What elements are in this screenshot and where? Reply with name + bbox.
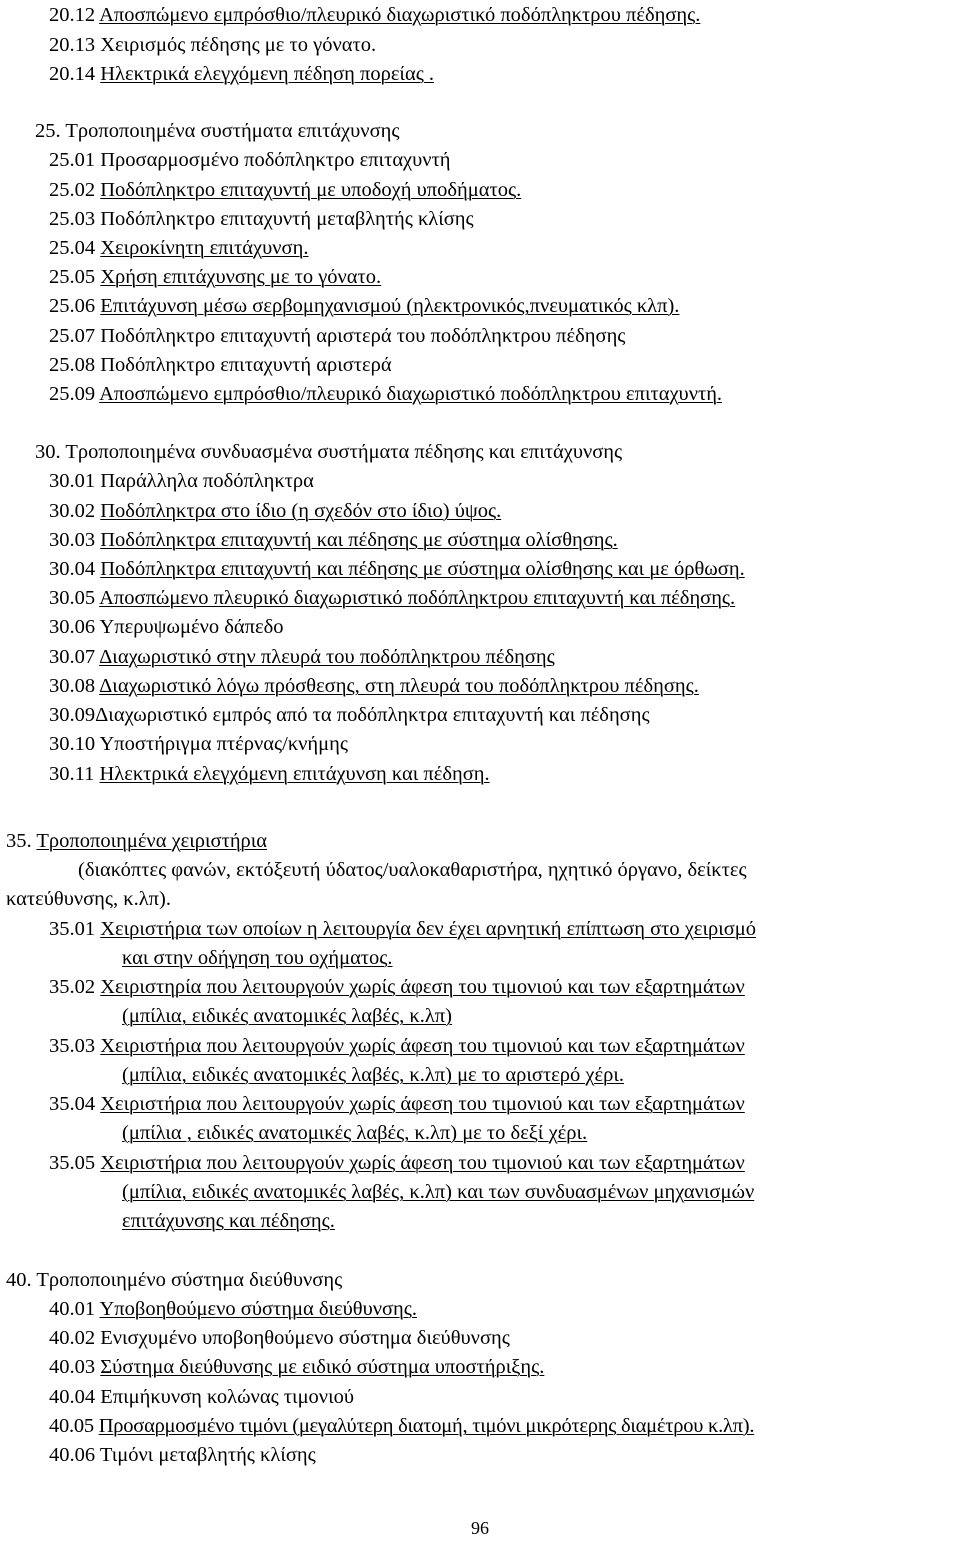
item-text: Χειριστηρία που λειτουργούν χωρίς άφεση του τιμονιού και των εξαρτημάτων <box>100 976 745 998</box>
item-number: 35.05 <box>49 1152 96 1174</box>
item-number: 30.07 <box>49 646 96 668</box>
item-text: (μπίλια, ειδικές ανατομικές λαβές, κ.λπ) <box>122 1005 452 1027</box>
item-text: και στην οδήγηση του οχήματος. <box>122 947 393 969</box>
list-item <box>49 762 490 786</box>
item-text: Ποδόπληκτρα επιταχυντή και πέδησης με σύστημα ολίσθησης. <box>100 529 618 551</box>
section-heading: 40. Τροποποιημένο σύστημα διεύθυνσης <box>6 1269 343 1291</box>
list-item-continued <box>122 1209 335 1233</box>
item-number: 40.04 <box>49 1386 96 1408</box>
list-item <box>49 469 314 493</box>
section-note-continued: κατεύθυνσης, κ.λπ). <box>6 888 171 910</box>
item-text: Ποδόπληκτρο επιταχυντή με υποδοχή υποδήματος. <box>100 179 522 201</box>
item-number: 35.03 <box>49 1035 96 1057</box>
list-item <box>49 178 521 202</box>
item-text: Επιμήκυνση κολώνας τιμονιού <box>100 1386 354 1408</box>
item-text: Διαχωριστικό λόγω πρόσθεσης, στη πλευρά του ποδόπληκτρου πέδησης. <box>99 675 699 697</box>
item-number: 30.11 <box>49 763 95 785</box>
list-item <box>49 1092 745 1116</box>
item-number: 40.01 <box>49 1298 96 1320</box>
list-item <box>49 33 376 57</box>
item-number: 20.12 <box>49 4 96 26</box>
item-text: Προσαρμοσμένο ποδόπληκτρο επιταχυντή <box>100 149 451 171</box>
item-text: Ενισχυμένο υποβοηθούμενο σύστημα διεύθυνσης <box>100 1327 510 1349</box>
list-item-continued <box>122 1004 452 1028</box>
list-item <box>49 586 735 610</box>
item-text: Χειριστήρια των οποίων η λειτουργία δεν έχει αρνητική επίπτωση στο χειρισμό <box>100 918 757 940</box>
item-text: Χρήση επιτάχυνσης με το γόνατο. <box>100 266 382 288</box>
item-text: Προσαρμοσμένο τιμόνι (μεγαλύτερη διατομή, τιμόνι μικρότερης διαμέτρου κ.λπ). <box>98 1415 755 1437</box>
list-item <box>49 236 308 260</box>
item-number: 40.03 <box>49 1356 96 1378</box>
page-number: 96 <box>471 1518 489 1538</box>
item-text: Ποδόπληκτρα επιταχυντή και πέδησης με σύστημα ολίσθησης και με όρθωση. <box>100 558 745 580</box>
item-number: 30.06 <box>49 616 96 638</box>
item-text: Επιτάχυνση μέσω σερβομηχανισμού (ηλεκτρονικός,πνευματικός κλπ). <box>100 295 680 317</box>
item-number: 35.01 <box>49 918 96 940</box>
heading-number: 35. <box>6 830 32 852</box>
list-item <box>49 1151 745 1175</box>
list-item <box>49 703 650 727</box>
item-text: επιτάχυνσης και πέδησης. <box>122 1210 335 1232</box>
item-number: 30.03 <box>49 529 96 551</box>
item-text: Ποδόπληκτρο επιταχυντή αριστερά <box>100 354 392 376</box>
list-item <box>49 528 618 552</box>
item-number: 20.13 <box>49 34 96 56</box>
item-text: Αποσπώμενο εμπρόσθιο/πλευρικό διαχωριστικό ποδόπληκτρου επιταχυντή. <box>99 383 723 405</box>
item-number: 35.04 <box>49 1093 96 1115</box>
list-item <box>49 615 283 639</box>
section-note: (διακόπτες φανών, εκτόξευτή ύδατος/υαλοκαθαριστήρα, ηχητικό όργανο, δείκτες <box>78 859 747 881</box>
list-item <box>49 148 451 172</box>
list-item-continued <box>122 1180 754 1204</box>
item-number: 25.07 <box>49 325 96 347</box>
item-text: Αποσπώμενο πλευρικό διαχωριστικό ποδόπληκτρου επιταχυντή και πέδησης. <box>99 587 736 609</box>
item-text: Παράλληλα ποδόπληκτρα <box>100 470 314 492</box>
item-number: 40.06 <box>49 1444 96 1466</box>
item-text: Σύστημα διεύθυνσης με ειδικό σύστημα υποστήριξης. <box>100 1356 545 1378</box>
list-item <box>49 1297 417 1321</box>
item-text: Διαχωριστικό εμπρός από τα ποδόπληκτρα επιταχυντή και πέδησης <box>95 704 650 726</box>
item-text: Ηλεκτρικά ελεγχόμενη πέδηση πορείας . <box>100 63 435 85</box>
item-text: Ποδόπληκτρα στο ίδιο (η σχεδόν στο ίδιο) ύψος. <box>100 500 502 522</box>
item-number: 30.08 <box>49 675 96 697</box>
item-text: Ποδόπληκτρο επιταχυντή μεταβλητής κλίσης <box>100 208 474 230</box>
item-text: Χειριστήρια που λειτουργούν χωρίς άφεση του τιμονιού και των εξαρτημάτων <box>100 1093 745 1115</box>
list-item <box>49 1414 754 1438</box>
list-item-continued <box>122 1121 587 1145</box>
item-number: 30.04 <box>49 558 96 580</box>
item-number: 30.05 <box>49 587 96 609</box>
item-number: 25.03 <box>49 208 96 230</box>
item-number: 25.04 <box>49 237 96 259</box>
item-number: 35.02 <box>49 976 96 998</box>
item-text: (μπίλια , ειδικές ανατομικές λαβές, κ.λπ) με το δεξί χέρι. <box>122 1122 588 1144</box>
item-text: Υπερυψωμένο δάπεδο <box>99 616 284 638</box>
list-item <box>49 975 745 999</box>
item-number: 25.09 <box>49 383 96 405</box>
list-item <box>49 3 700 27</box>
list-item <box>49 207 474 231</box>
item-number: 30.10 <box>49 733 96 755</box>
item-text: Τιμόνι μεταβλητής κλίσης <box>99 1444 316 1466</box>
item-text: (μπίλια, ειδικές ανατομικές λαβές, κ.λπ) και των συνδυασμένων μηχανισμών <box>122 1181 755 1203</box>
list-item <box>49 732 348 756</box>
item-number: 25.02 <box>49 179 96 201</box>
list-item <box>49 265 381 289</box>
item-text: Χειριστήρια που λειτουργούν χωρίς άφεση του τιμονιού και των εξαρτημάτων <box>100 1152 745 1174</box>
item-number: 25.08 <box>49 354 96 376</box>
list-item <box>49 353 392 377</box>
item-text: Χειρισμός πέδησης με το γόνατο. <box>100 34 377 56</box>
list-item <box>49 382 722 406</box>
list-item <box>49 1385 354 1409</box>
item-number: 40.05 <box>49 1415 94 1437</box>
item-number: 40.02 <box>49 1327 96 1349</box>
item-number: 25.05 <box>49 266 96 288</box>
item-number: 30.01 <box>49 470 96 492</box>
heading-text: Τροποποιημένα χειριστήρια <box>36 830 268 852</box>
item-text: Χειριστήρια που λειτουργούν χωρίς άφεση του τιμονιού και των εξαρτημάτων <box>100 1035 745 1057</box>
item-number: 30.09 <box>49 704 96 726</box>
list-item <box>49 499 501 523</box>
list-item <box>49 1355 544 1379</box>
list-item-continued <box>122 946 393 970</box>
list-item <box>49 674 699 698</box>
item-text: Υποβοηθούμενο σύστημα διεύθυνσης. <box>99 1298 418 1320</box>
list-item <box>49 645 555 669</box>
item-text: Διαχωριστικό στην πλευρά του ποδόπληκτρου πέδησης <box>99 646 555 668</box>
item-text: Ηλεκτρικά ελεγχόμενη επιτάχυνση και πέδηση. <box>99 763 490 785</box>
list-item <box>49 294 679 318</box>
item-text: Αποσπώμενο εμπρόσθιο/πλευρικό διαχωριστικό ποδόπληκτρου πέδησης. <box>99 4 701 26</box>
list-item-continued <box>122 1063 624 1087</box>
item-number: 30.02 <box>49 500 96 522</box>
item-number: 25.06 <box>49 295 96 317</box>
list-item <box>49 1034 745 1058</box>
list-item <box>49 557 745 581</box>
section-heading: 25. Τροποποιημένα συστήματα επιτάχυνσης <box>35 120 400 142</box>
list-item <box>49 917 756 941</box>
item-number: 25.01 <box>49 149 96 171</box>
item-number: 20.14 <box>49 63 96 85</box>
item-text: (μπίλια, ειδικές ανατομικές λαβές, κ.λπ) με το αριστερό χέρι. <box>122 1064 624 1086</box>
section-heading: 30. Τροποποιημένα συνδυασμένα συστήματα πέδησης και επιτάχυνσης <box>35 441 623 463</box>
list-item <box>49 324 625 348</box>
list-item <box>49 62 434 86</box>
list-item <box>49 1443 316 1467</box>
item-text: Υποστήριγμα πτέρνας/κνήμης <box>99 733 348 755</box>
item-text: Χειροκίνητη επιτάχυνση. <box>100 237 309 259</box>
list-item <box>49 1326 510 1350</box>
section-heading <box>6 829 267 853</box>
item-text: Ποδόπληκτρο επιταχυντή αριστερά του ποδόπληκτρου πέδησης <box>100 325 626 347</box>
